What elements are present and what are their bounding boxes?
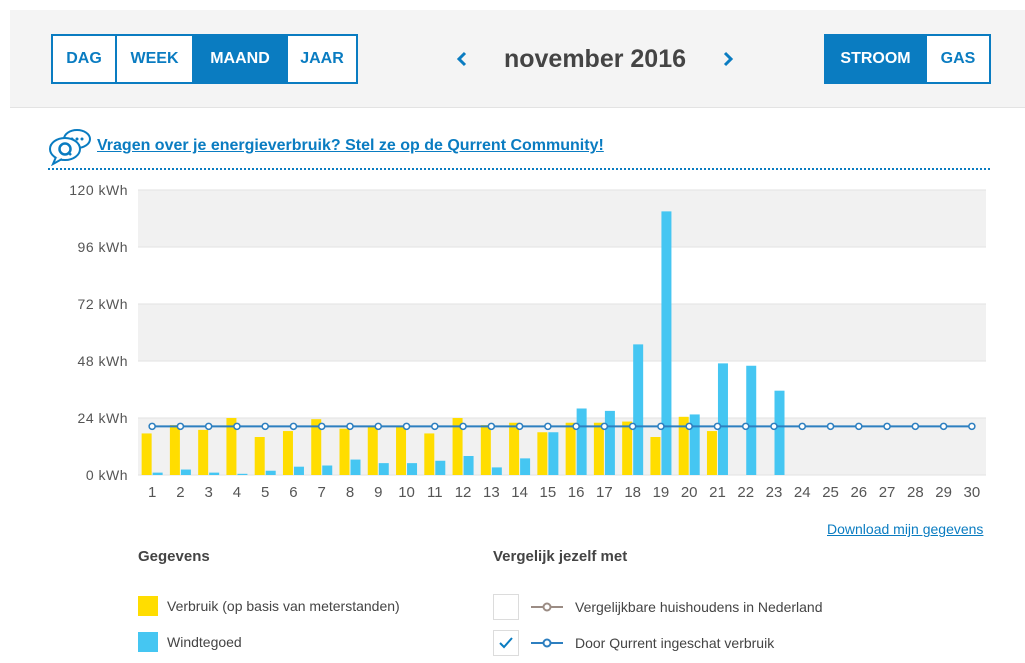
bar-windtegoed — [548, 432, 558, 475]
period-label: november 2016 — [503, 44, 687, 73]
x-tick-label: 16 — [567, 484, 585, 501]
estimate-point — [517, 423, 523, 429]
bar-windtegoed — [266, 471, 276, 475]
estimate-point — [884, 423, 890, 429]
x-tick-label: 14 — [511, 484, 528, 501]
bar-windtegoed — [153, 473, 163, 475]
bar-verbruik — [198, 430, 208, 475]
bar-windtegoed — [407, 463, 417, 475]
bar-windtegoed — [633, 344, 643, 475]
bar-verbruik — [142, 433, 152, 475]
bar-verbruik — [707, 431, 717, 475]
x-tick-label: 20 — [680, 484, 698, 501]
bar-verbruik — [594, 423, 604, 475]
compare-label-huishoudens: Vergelijkbare huishoudens in Nederland — [575, 599, 823, 615]
x-tick-label: 8 — [345, 484, 355, 501]
compare-line-icon — [531, 601, 563, 613]
estimate-line-icon — [531, 637, 563, 649]
bar-verbruik — [255, 437, 265, 475]
bar-verbruik — [340, 429, 350, 475]
bar-windtegoed — [520, 458, 530, 475]
bar-windtegoed — [209, 473, 219, 475]
bar-windtegoed — [294, 467, 304, 475]
estimate-point — [912, 423, 918, 429]
x-tick-label: 19 — [652, 484, 670, 501]
legend-label-windtegoed: Windtegoed — [167, 634, 242, 650]
bar-windtegoed — [435, 461, 445, 475]
estimate-point — [941, 423, 947, 429]
compare-item-ingeschat[interactable] — [493, 630, 774, 656]
x-tick-label: 15 — [539, 484, 557, 501]
checkmark-icon — [499, 637, 513, 649]
y-tick-label: 0 kWh — [85, 467, 128, 483]
x-tick-label: 27 — [878, 484, 896, 501]
legend-item-windtegoed[interactable] — [138, 632, 242, 652]
x-tick-label: 12 — [454, 484, 472, 501]
estimate-point — [404, 423, 410, 429]
x-tick-label: 5 — [261, 484, 270, 501]
tab-maand[interactable]: MAAND — [194, 36, 288, 82]
bar-verbruik — [650, 437, 660, 475]
energy-type-tabs — [824, 34, 991, 84]
x-tick-label: 17 — [596, 484, 613, 501]
chevron-left-icon[interactable] — [450, 47, 474, 71]
period-tabs — [51, 34, 358, 84]
x-tick-label: 3 — [204, 484, 213, 501]
estimate-point — [149, 423, 155, 429]
community-link[interactable]: Vragen over je energieverbruik? Stel ze op de Qurrent Community! — [97, 137, 604, 154]
estimate-point — [743, 423, 749, 429]
tab-stroom[interactable]: STROOM — [826, 36, 927, 82]
bar-windtegoed — [775, 391, 785, 475]
bar-windtegoed — [605, 411, 615, 475]
bar-verbruik — [396, 426, 406, 475]
period-toolbar — [10, 10, 1025, 108]
estimate-point — [290, 423, 296, 429]
bar-windtegoed — [351, 460, 361, 475]
bar-verbruik — [509, 423, 519, 475]
estimate-point — [319, 423, 325, 429]
x-tick-label: 28 — [906, 484, 924, 501]
bar-verbruik — [566, 423, 576, 475]
period-navigator — [450, 34, 740, 84]
estimate-point — [262, 423, 268, 429]
chevron-right-icon[interactable] — [716, 47, 740, 71]
bar-verbruik — [481, 425, 491, 475]
compare-label-ingeschat: Door Qurrent ingeschat verbruik — [575, 635, 775, 651]
community-banner — [48, 128, 990, 170]
legend-compare-title: Vergelijk jezelf met — [493, 548, 628, 565]
estimate-point — [432, 423, 438, 429]
bar-verbruik — [368, 426, 378, 475]
x-tick-label: 21 — [709, 484, 726, 501]
x-tick-label: 7 — [317, 484, 326, 501]
estimate-point — [347, 423, 353, 429]
bar-verbruik — [537, 432, 547, 475]
bar-verbruik — [170, 425, 180, 475]
estimate-point — [573, 423, 579, 429]
y-tick-label: 72 kWh — [77, 296, 128, 312]
x-tick-label: 10 — [398, 484, 415, 501]
tab-dag[interactable]: DAG — [53, 36, 117, 82]
compare-item-huishoudens[interactable] — [493, 594, 823, 620]
x-tick-label: 4 — [232, 484, 242, 501]
checkbox-huishoudens[interactable] — [493, 594, 519, 620]
bar-windtegoed — [492, 467, 502, 475]
bar-verbruik — [424, 433, 434, 475]
tab-gas[interactable]: GAS — [940, 50, 976, 67]
estimate-point — [630, 423, 636, 429]
bar-windtegoed — [322, 466, 332, 476]
legend-label-verbruik: Verbruik (op basis van meterstanden) — [167, 598, 400, 614]
estimate-point — [856, 423, 862, 429]
estimate-point — [488, 423, 494, 429]
estimate-point — [771, 423, 777, 429]
x-tick-label: 30 — [963, 484, 981, 501]
estimate-point — [545, 423, 551, 429]
chat-bubbles-icon — [48, 128, 94, 166]
windtegoed-swatch — [138, 632, 158, 652]
verbruik-swatch — [138, 596, 158, 616]
estimate-point — [460, 423, 466, 429]
x-tick-label: 22 — [737, 484, 755, 501]
y-tick-label: 48 kWh — [77, 353, 128, 369]
x-tick-label: 11 — [427, 484, 443, 501]
y-tick-label: 24 kWh — [77, 410, 128, 426]
estimate-point — [799, 423, 805, 429]
estimate-point — [601, 423, 607, 429]
legend-item-verbruik[interactable] — [138, 596, 400, 616]
estimate-point — [714, 423, 720, 429]
download-data-link[interactable]: Download mijn gegevens — [827, 521, 984, 537]
grid-band — [138, 304, 986, 361]
estimate-point — [658, 423, 664, 429]
tab-week[interactable]: WEEK — [117, 36, 194, 82]
x-tick-label: 2 — [176, 484, 185, 501]
usage-chart — [40, 178, 1000, 508]
x-tick-label: 29 — [935, 484, 952, 501]
bar-windtegoed — [181, 470, 191, 475]
grid-band — [138, 247, 986, 304]
bar-verbruik — [283, 431, 293, 475]
bar-windtegoed — [464, 456, 474, 475]
x-tick-label: 6 — [289, 484, 298, 501]
x-tick-label: 24 — [793, 484, 811, 501]
y-tick-label: 120 kWh — [69, 182, 128, 198]
x-tick-label: 1 — [147, 484, 157, 501]
x-tick-label: 25 — [822, 484, 839, 501]
y-tick-label: 96 kWh — [77, 239, 128, 255]
bar-windtegoed — [718, 363, 728, 475]
estimate-point — [177, 423, 183, 429]
grid-band — [138, 190, 986, 247]
bar-windtegoed — [237, 474, 247, 475]
bar-windtegoed — [379, 463, 389, 475]
estimate-point — [686, 423, 692, 429]
x-tick-label: 13 — [482, 484, 500, 501]
estimate-point — [828, 423, 834, 429]
estimate-point — [206, 423, 212, 429]
estimate-point — [969, 423, 975, 429]
legend-data-title: Gegevens — [138, 548, 210, 565]
bar-windtegoed — [661, 211, 671, 475]
estimate-point — [375, 423, 381, 429]
bar-verbruik — [622, 422, 632, 475]
x-tick-label: 23 — [765, 484, 783, 501]
bar-windtegoed — [577, 409, 587, 476]
bar-windtegoed — [746, 366, 756, 475]
estimate-point — [234, 423, 240, 429]
grid-band — [138, 361, 986, 418]
checkbox-ingeschat[interactable] — [493, 630, 519, 656]
x-tick-label: 18 — [624, 484, 642, 501]
tab-jaar[interactable]: JAAR — [300, 50, 344, 67]
x-tick-label: 26 — [850, 484, 868, 501]
x-tick-label: 9 — [374, 484, 383, 501]
